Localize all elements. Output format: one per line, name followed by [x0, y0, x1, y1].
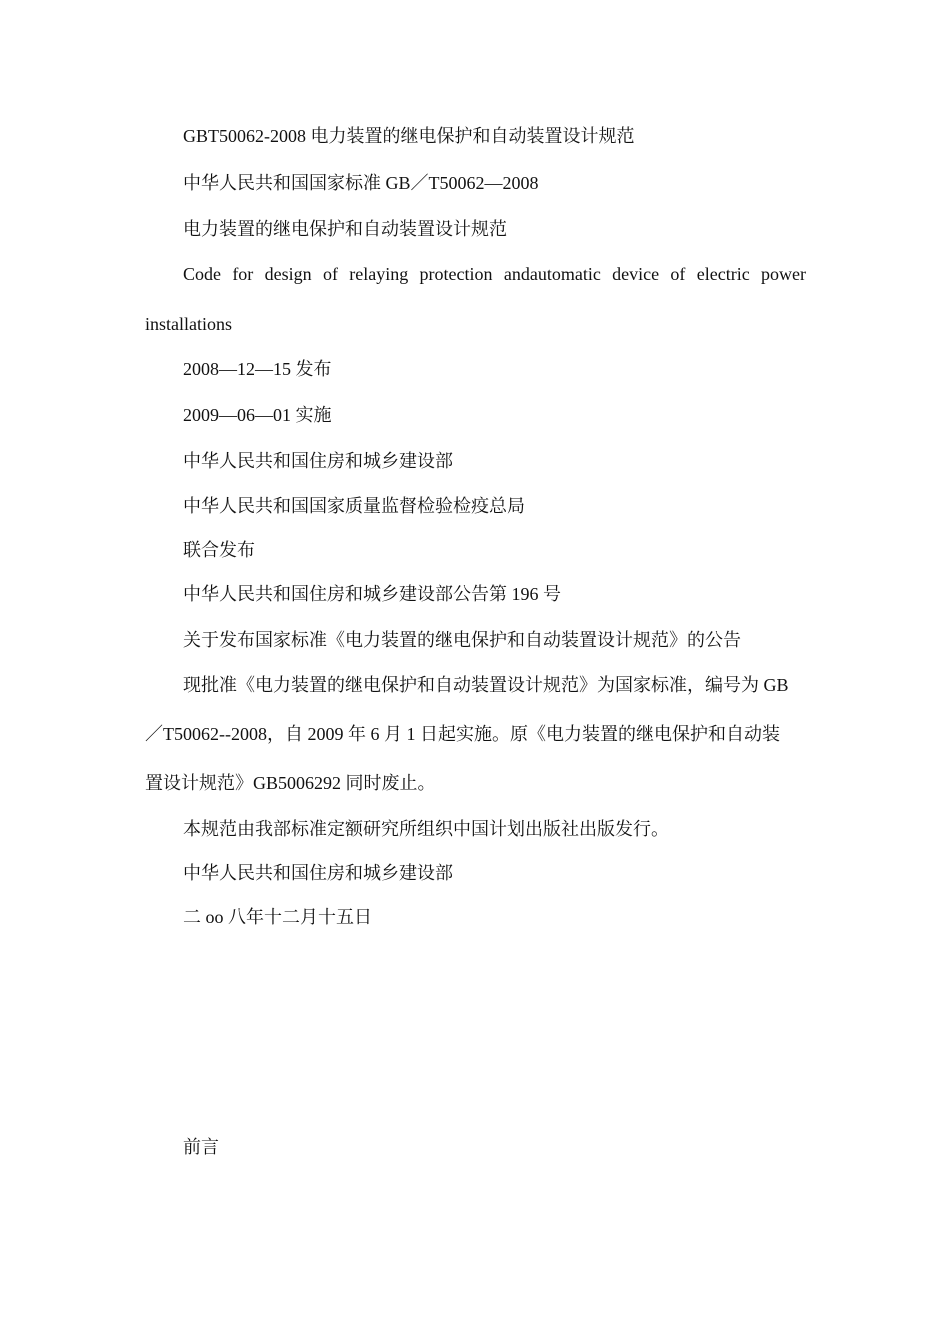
- standard-title-en-cont: installations: [145, 314, 232, 334]
- publish-date: 2008—12—15 发布: [183, 359, 332, 379]
- standard-title-cn: 电力装置的继电保护和自动装置设计规范: [183, 219, 507, 239]
- announcement-body-line-2: ／T50062--2008，自 2009 年 6 月 1 日起实施。原《电力装置的继电保护和自动装: [145, 724, 780, 744]
- standard-title-en: Code for design of relaying protection andautomatic device of electric power: [183, 264, 806, 284]
- effective-date: 2009—06—01 实施: [183, 405, 332, 425]
- preface-heading: 前言: [183, 1137, 219, 1157]
- announcement-title: 关于发布国家标准《电力装置的继电保护和自动装置设计规范》的公告: [183, 630, 741, 650]
- issuer-aqsiq: 中华人民共和国国家质量监督检验检疫总局: [183, 496, 525, 516]
- publisher-note: 本规范由我部标准定额研究所组织中国计划出版社出版发行。: [183, 819, 669, 839]
- signature-ministry: 中华人民共和国住房和城乡建设部: [183, 863, 453, 883]
- standard-number: 中华人民共和国国家标准 GB／T50062—2008: [183, 173, 539, 193]
- issuer-ministry: 中华人民共和国住房和城乡建设部: [183, 451, 453, 471]
- announcement-number: 中华人民共和国住房和城乡建设部公告第 196 号: [183, 584, 561, 604]
- announcement-body-line-3: 置设计规范》GB5006292 同时废止。: [145, 773, 436, 793]
- document-title: GBT50062-2008 电力装置的继电保护和自动装置设计规范: [183, 126, 635, 146]
- signature-date: 二 oo 八年十二月十五日: [183, 907, 372, 927]
- joint-release: 联合发布: [183, 540, 255, 560]
- announcement-body-line-1: 现批准《电力装置的继电保护和自动装置设计规范》为国家标准，编号为 GB: [183, 675, 789, 695]
